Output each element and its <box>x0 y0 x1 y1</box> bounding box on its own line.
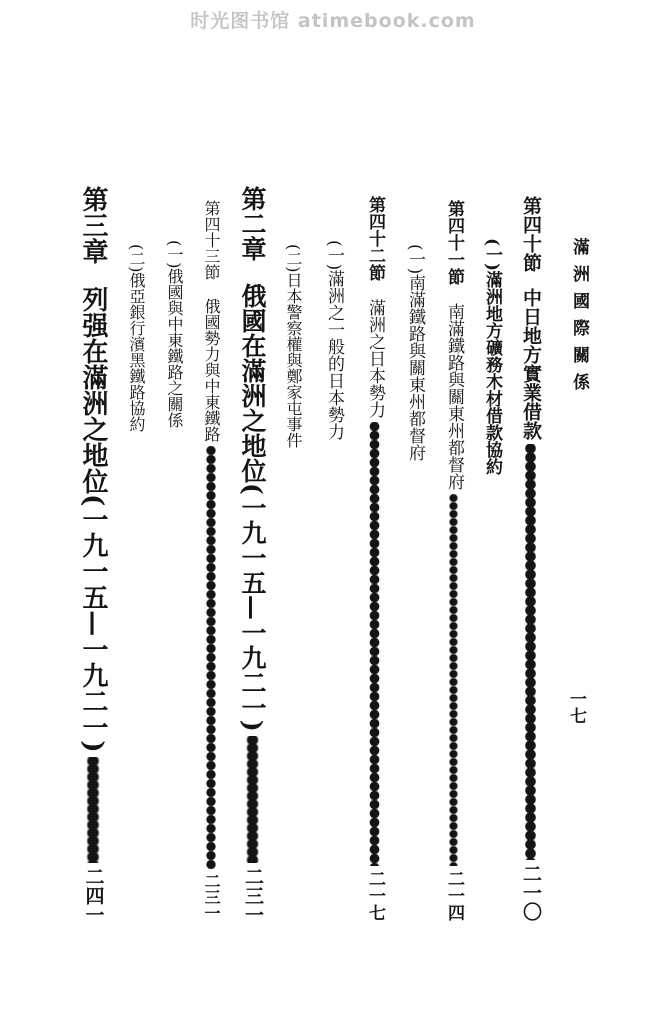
subsection-label: (二) <box>127 244 146 273</box>
page-number: 一七 <box>566 690 586 724</box>
subsection-title: 俄亞銀行濱黑鐵路協約 <box>127 272 146 433</box>
dot-leader <box>445 494 462 866</box>
toc-entry-section-42[interactable] <box>366 196 383 921</box>
section-title: 滿洲之日本勢力 <box>365 299 385 418</box>
subsection-label: (一) <box>165 240 184 269</box>
toc-entry-section-43[interactable] <box>203 200 219 921</box>
subsection-title: 日本警察權與鄭家屯事件 <box>284 272 303 449</box>
toc-entry-section-41[interactable] <box>445 200 462 921</box>
page-ref: 二三一 <box>242 867 264 924</box>
section-label: 第四十二節 <box>365 196 385 281</box>
section-label: 第四十一節 <box>444 200 464 285</box>
running-header: 滿洲國際關係 <box>569 238 589 400</box>
chapter-label: 第三章 <box>78 186 108 264</box>
page-ref: 二一七 <box>365 870 385 921</box>
section-title: 南滿鐵路與關東州都督府 <box>444 303 464 490</box>
toc-subentry[interactable] <box>166 240 182 428</box>
dot-leader <box>203 446 219 869</box>
section-label: 第四十三節 <box>202 200 221 280</box>
toc-entry-chapter-2[interactable] <box>240 186 265 924</box>
page-ref: 二一四 <box>444 870 464 921</box>
chapter-label: 第二章 <box>238 186 267 261</box>
section-title: 俄國勢力與中東鐵路 <box>202 298 221 442</box>
toc-subentry[interactable] <box>406 244 423 461</box>
watermark: 时光图书馆 atimebook.com <box>190 10 476 32</box>
toc-subentry[interactable] <box>325 240 342 440</box>
subsection-label: (一) <box>324 240 344 271</box>
dot-leader <box>80 757 106 863</box>
section-title: 中日地方實業借款 <box>520 288 542 440</box>
chapter-title: 俄國在滿洲之地位(一九一五—一九二一) <box>238 283 267 732</box>
section-label: 第四十節 <box>520 196 542 272</box>
chapter-title: 列强在滿洲之地位(一九一五—一九二一) <box>78 286 108 753</box>
dot-leader <box>240 736 265 863</box>
page-ref: 二三一 <box>202 873 221 921</box>
subsection-label: (一) <box>482 238 502 272</box>
subsection-title: 滿洲之一般的日本勢力 <box>324 270 344 441</box>
subsection-title: 滿洲地方礦務木材借款協約 <box>482 271 502 476</box>
toc-entry-chapter-3[interactable] <box>80 186 106 924</box>
page-ref: 二四一 <box>82 867 105 924</box>
page-ref: 二一〇 <box>520 864 542 921</box>
toc-subentry[interactable] <box>285 244 301 448</box>
toc-subentry[interactable] <box>128 244 144 432</box>
toc-entry-section-40[interactable] <box>521 196 540 921</box>
toc-subentry[interactable] <box>483 238 500 475</box>
dot-leader <box>521 444 540 860</box>
dot-leader <box>366 422 383 866</box>
subsection-title: 俄國與中東鐵路之關係 <box>165 268 184 429</box>
subsection-label: (一) <box>405 244 425 275</box>
subsection-label: (二) <box>284 244 303 273</box>
subsection-title: 南滿鐵路與關東州都督府 <box>405 274 425 462</box>
